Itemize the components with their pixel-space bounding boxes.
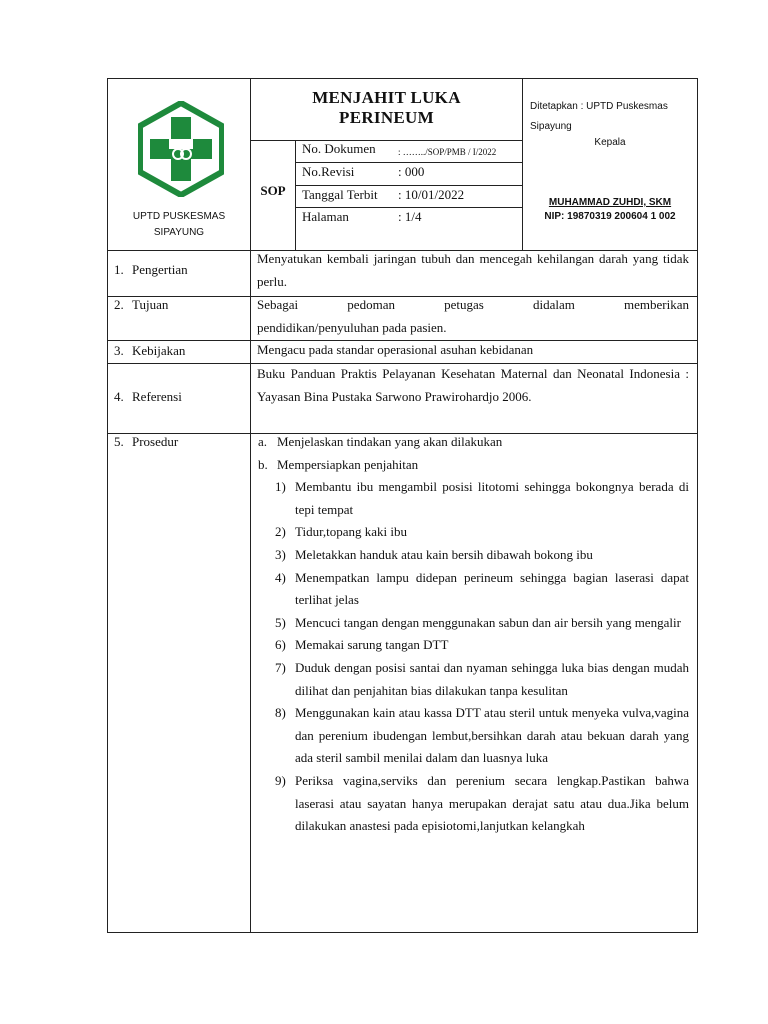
approval-established-by: Ditetapkan : UPTD Puskesmas Sipayung (530, 101, 668, 132)
approval-position: Kepala (594, 137, 626, 148)
row-label-tujuan (114, 294, 168, 316)
step-text: Mencuci tangan dengan menggunakan sabun dan air bersih yang mengalir (295, 614, 681, 630)
title-line2: PERINEUM (339, 108, 434, 127)
meta-key: No.Revisi (302, 164, 355, 179)
org-name-line1: UPTD PUSKESMAS (132, 211, 226, 222)
title-line1: MENJAHIT LUKA (312, 88, 461, 107)
logo-cell (108, 79, 250, 250)
row-label-prosedur (114, 431, 178, 453)
step-text: Meletakkan handuk atau kain bersih dibawah bokong ibu (295, 546, 593, 562)
approval-block (523, 79, 697, 250)
step-marker: 1) (275, 479, 286, 495)
procedure-list (257, 431, 689, 838)
row-label-text: Pengertian (132, 262, 188, 277)
step-marker: 5) (275, 614, 286, 630)
meta-key: Tanggal Terbit (302, 187, 378, 202)
step-marker: 3) (275, 546, 286, 562)
step-text: Memakai sarung tangan DTT (295, 637, 449, 653)
procedure-step (257, 612, 689, 635)
approver-name: MUHAMMAD ZUHDI, SKM (548, 197, 672, 208)
procedure-step (257, 657, 689, 702)
step-marker: 6) (275, 637, 286, 653)
procedure-step (257, 702, 689, 770)
approver-nip: NIP: 19870319 200604 1 002 (544, 211, 676, 222)
row-number: 2. (114, 297, 124, 312)
step-marker: 9) (275, 772, 286, 788)
step-text: Tidur,topang kaki ibu (295, 524, 408, 540)
row-text-tujuan (257, 294, 689, 339)
row-label-text: Tujuan (132, 297, 169, 312)
row-text-line: Sebagai pedoman petugas didalam memberikan (257, 297, 689, 312)
row-text-line: pendidikan/penyuluhan pada pasien. (257, 319, 447, 335)
row-label-text: Prosedur (132, 434, 179, 449)
step-text: Membantu ibu mengambil posisi litotomi sehingga bokongnya berada di tepi tempat (295, 479, 689, 517)
procedure-step (257, 521, 689, 544)
procedure-step (257, 770, 689, 838)
meta-value: : 000 (398, 164, 425, 179)
row-label-text: Referensi (132, 389, 182, 404)
document-title (251, 88, 522, 128)
procedure-step (257, 634, 689, 657)
row-label-text: Kebijakan (132, 343, 186, 358)
meta-value: : 1/4 (398, 209, 422, 224)
step-text: Periksa vagina,serviks dan perenium secara lengkap.Pastikan bahwa laserasi atau sayatan hanya merupakan derajat satu atau dua.Jika belum dilakukan anastesi pada episiotomi,lanjutkan kelangkah (295, 772, 689, 834)
meta-key: No. Dokumen (302, 141, 376, 156)
step-marker: 7) (275, 659, 286, 675)
row-number: 3. (114, 343, 124, 358)
meta-value: : ……../SOP/PMB / I/2022 (398, 147, 497, 157)
step-text: Duduk dengan posisi santai dan nyaman sehingga luka bias dengan mudah dilihat dan penjahitan bias dilakukan tanpa kesulitan (295, 659, 689, 698)
step-marker: 4) (275, 569, 286, 585)
row-number: 5. (114, 434, 124, 449)
procedure-text: Mempersiapkan penjahitan (277, 456, 419, 472)
puskesmas-logo (138, 101, 224, 197)
organization-name (108, 209, 250, 241)
procedure-item-b (257, 454, 689, 477)
row-label-pengertian (114, 259, 188, 281)
procedure-text: Menjelaskan tindakan yang akan dilakukan (277, 434, 503, 449)
org-name-line2: SIPAYUNG (153, 227, 205, 238)
meta-key: Halaman (302, 209, 349, 224)
step-text: Menggunakan kain atau kassa DTT atau steril untuk menyeka vulva,vagina dan perenium ibudengan lembut,bersihkan darah atau bekuan darah yang ada steril sambil menilai dalam dan luasnya luka (295, 705, 689, 766)
procedure-step (257, 476, 689, 521)
row-number: 1. (114, 262, 124, 277)
row-label-referensi (114, 386, 182, 408)
row-text-referensi: Buku Panduan Praktis Pelayanan Kesehatan Maternal dan Neonatal Indonesia : Yayasan Bina Pustaka Sarwono Prawirohardjo 2006. (257, 366, 689, 404)
step-text: Menempatkan lampu didepan perineum sehingga bagian laserasi dapat terlihat jelas (295, 569, 689, 608)
step-marker: 8) (275, 705, 286, 721)
step-marker: 2) (275, 524, 286, 540)
meta-value: : 10/01/2022 (398, 187, 465, 202)
row-number: 4. (114, 389, 124, 404)
procedure-step (257, 544, 689, 567)
row-text-pengertian: Menyatukan kembali jaringan tubuh dan mencegah kehilangan darah yang tidak perlu. (257, 251, 689, 289)
procedure-item-a (257, 431, 689, 454)
sop-label: SOP (260, 183, 286, 198)
procedure-marker: b. (258, 456, 268, 472)
procedure-step (257, 567, 689, 612)
row-label-kebijakan (114, 340, 185, 362)
procedure-marker: a. (258, 434, 268, 449)
row-text-kebijakan: Mengacu pada standar operasional asuhan kebidanan (257, 342, 534, 357)
